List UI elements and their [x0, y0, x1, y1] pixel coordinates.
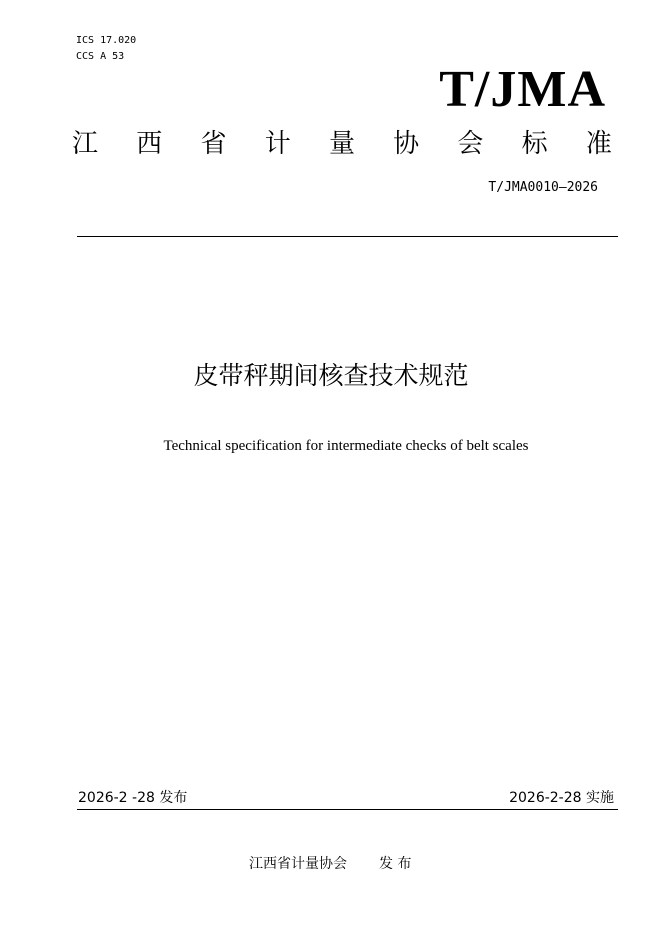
implementation-date: 2026-2-28 实施	[509, 790, 614, 806]
classification-codes	[76, 33, 136, 65]
document-title-chinese: 皮带秤期间核查技术规范	[193, 361, 469, 390]
header-divider	[77, 236, 618, 237]
publisher-line	[249, 854, 411, 874]
org-char: 准	[585, 129, 612, 159]
ccs-code: CCS A 53	[76, 51, 125, 62]
publisher-name: 江西省计量协会	[249, 856, 347, 872]
org-char: 省	[200, 129, 227, 159]
organization-standard-name	[72, 124, 612, 164]
org-char: 计	[264, 129, 291, 159]
org-char: 标	[521, 129, 548, 159]
standard-brand-logo: T/JMA	[439, 61, 606, 118]
standard-number: T/JMA0010—2026	[488, 180, 598, 195]
org-char: 江	[72, 129, 99, 159]
date-row	[78, 788, 614, 808]
document-title-english: Technical specification for intermediate checks of belt scales	[163, 438, 529, 454]
footer-divider	[77, 809, 618, 810]
org-char: 量	[328, 129, 355, 159]
issue-date: 2026-2 -28 发布	[78, 790, 188, 806]
org-char: 会	[457, 129, 484, 159]
publish-label: 发 布	[379, 856, 412, 872]
ics-code: ICS 17.020	[76, 35, 137, 46]
org-char: 西	[136, 129, 163, 159]
org-char: 协	[393, 129, 420, 159]
